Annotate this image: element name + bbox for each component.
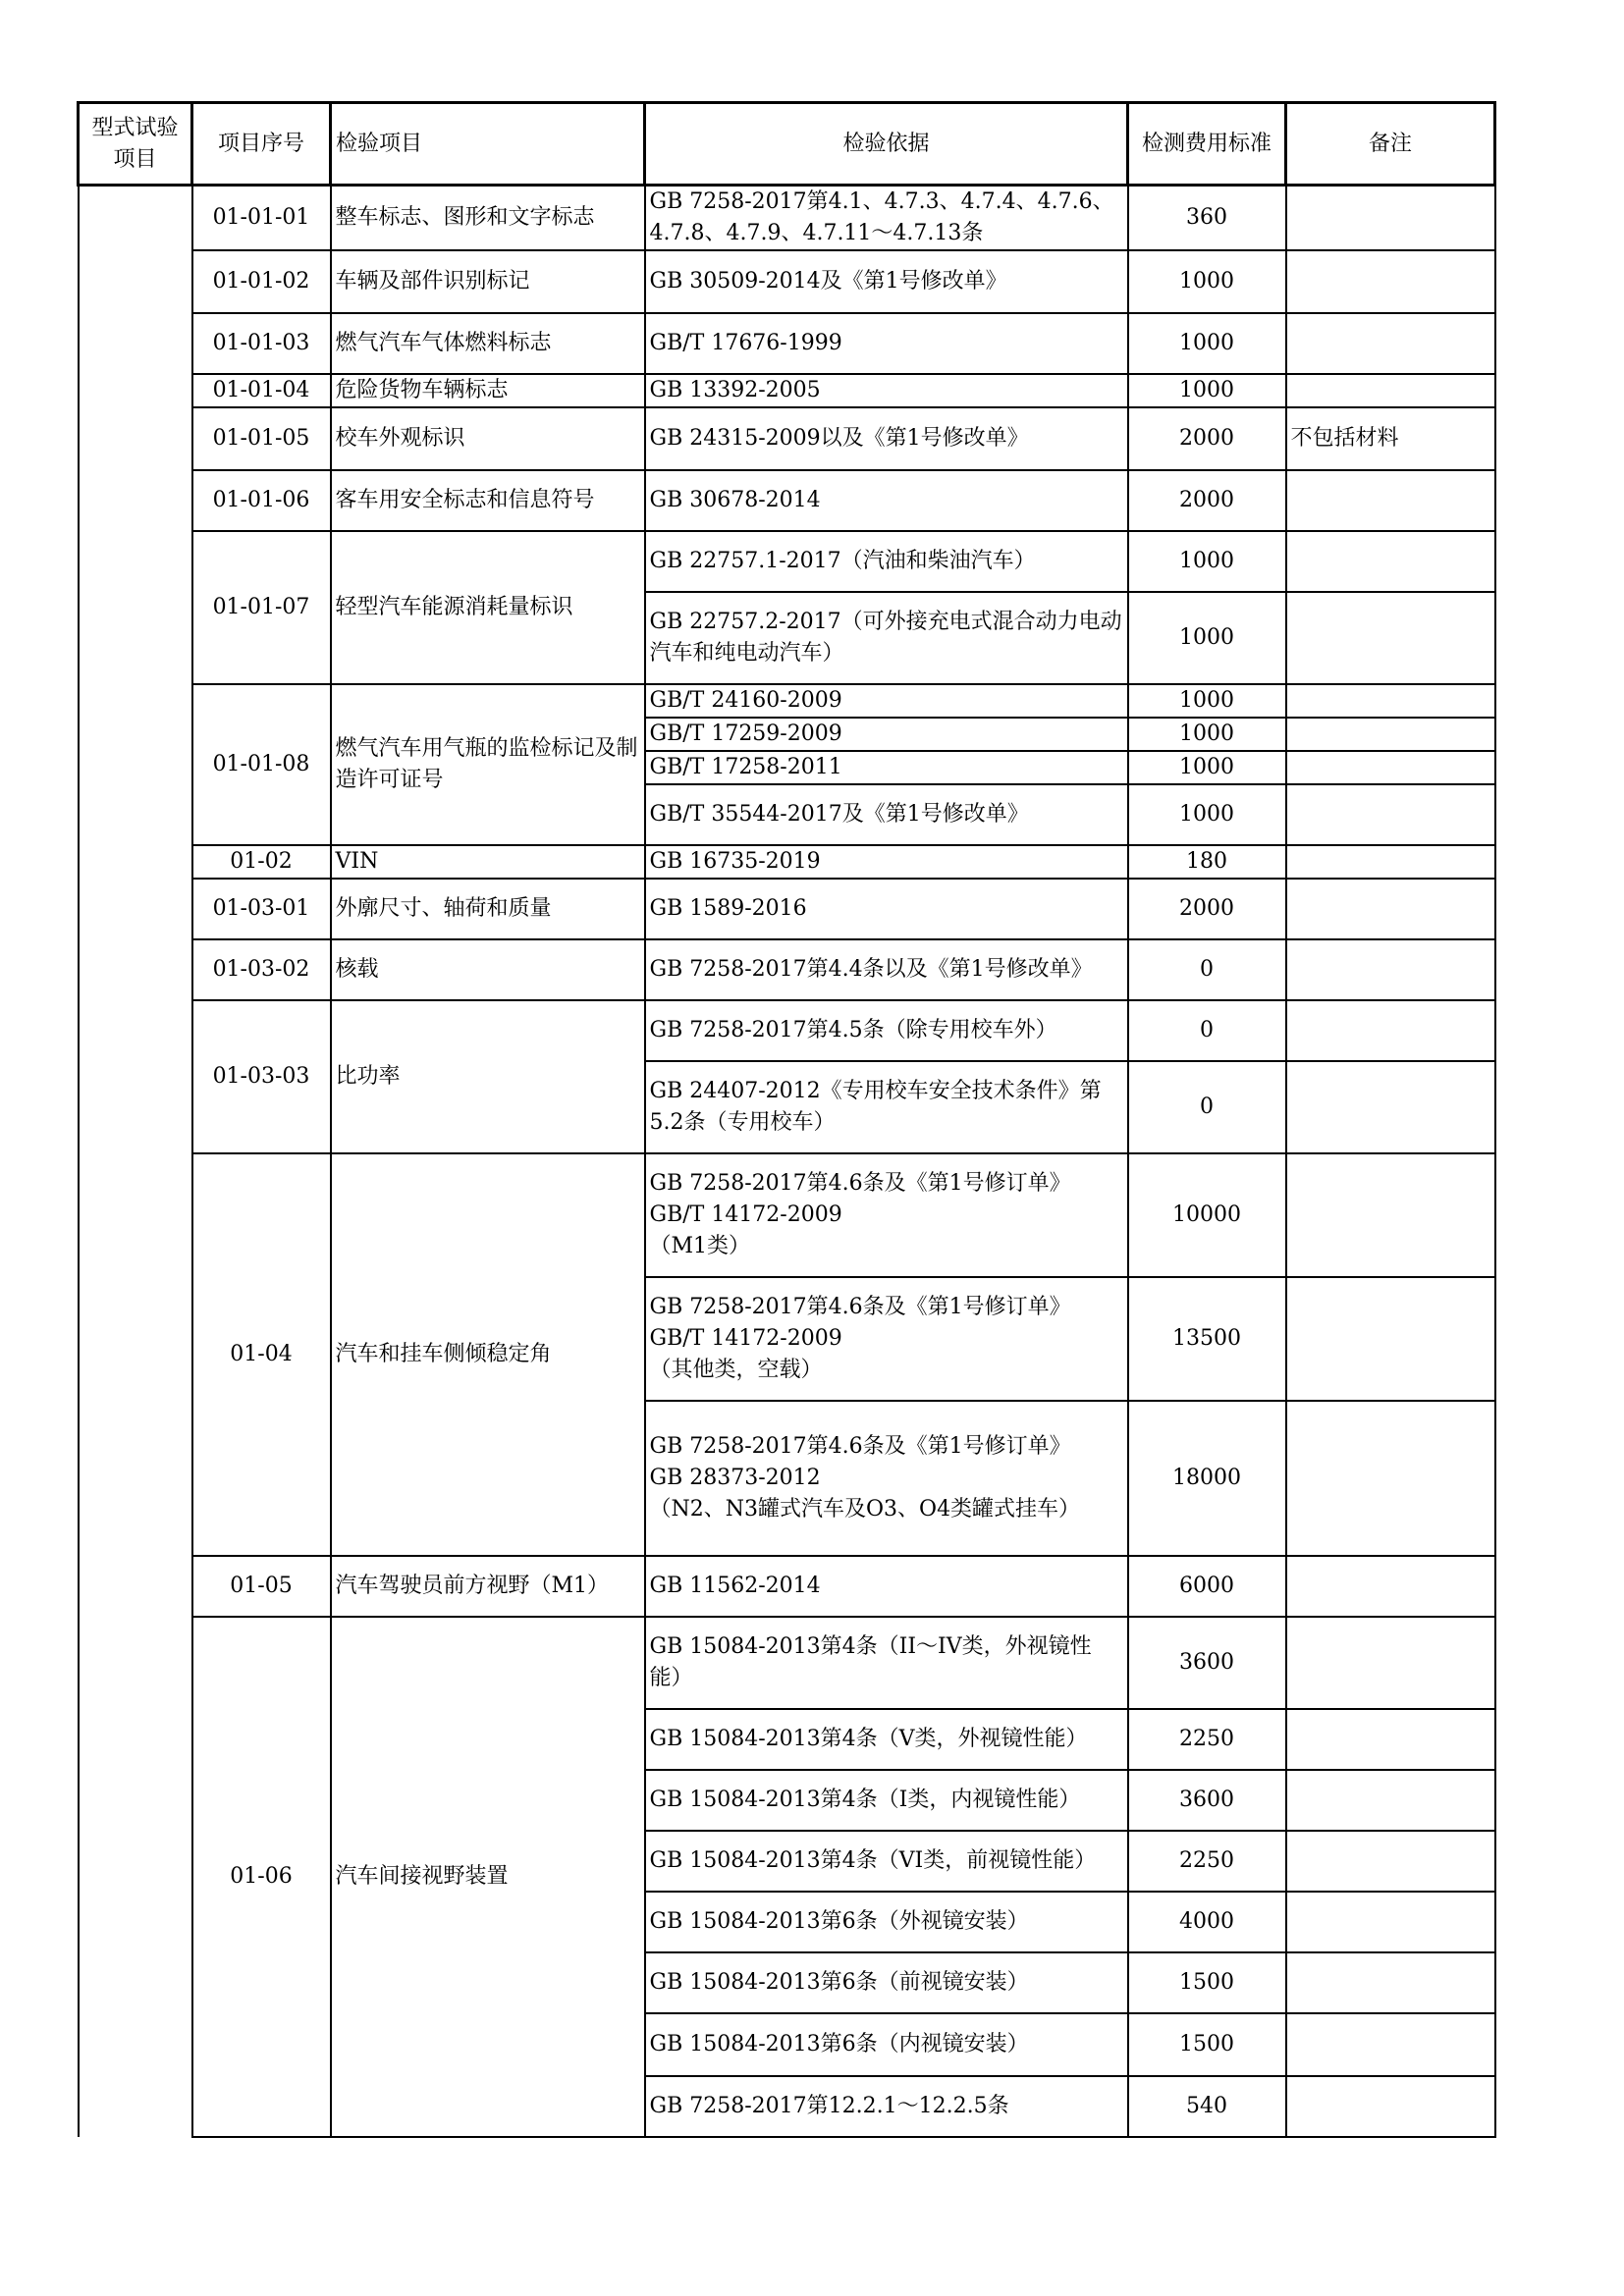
fee-cell: 1000 [1128, 374, 1286, 407]
seq-cell: 01-01-06 [192, 470, 331, 531]
note-cell [1286, 1709, 1495, 1770]
fee-cell: 1000 [1128, 592, 1286, 684]
header-seq: 项目序号 [192, 103, 331, 186]
item-cell: 外廓尺寸、轴荷和质量 [331, 879, 645, 939]
seq-cell: 01-03-02 [192, 939, 331, 1000]
note-cell [1286, 186, 1495, 251]
basis-cell: GB/T 17259-2009 [645, 718, 1128, 751]
item-cell: 燃气汽车用气瓶的监检标记及制造许可证号 [331, 684, 645, 845]
fee-cell: 6000 [1128, 1556, 1286, 1617]
table-row [79, 313, 1495, 374]
basis-cell: GB 24407-2012《专用校车安全技术条件》第5.2条（专用校车） [645, 1061, 1128, 1153]
note-cell [1286, 1153, 1495, 1277]
basis-cell: GB 22757.1-2017（汽油和柴油汽车） [645, 531, 1128, 592]
fee-cell: 2000 [1128, 407, 1286, 470]
fee-cell: 1000 [1128, 718, 1286, 751]
seq-cell: 01-01-03 [192, 313, 331, 374]
item-cell: 汽车间接视野装置 [331, 1617, 645, 2137]
basis-cell: GB 7258-2017第12.2.1～12.2.5条 [645, 2076, 1128, 2137]
fee-cell: 13500 [1128, 1277, 1286, 1401]
note-cell [1286, 1277, 1495, 1401]
table-row [79, 407, 1495, 470]
note-cell [1286, 1401, 1495, 1556]
note-cell [1286, 939, 1495, 1000]
note-cell [1286, 1892, 1495, 1952]
seq-cell: 01-01-08 [192, 684, 331, 845]
item-cell: 核载 [331, 939, 645, 1000]
table-row [79, 186, 1495, 251]
basis-cell: GB 15084-2013第6条（内视镜安装） [645, 2013, 1128, 2076]
table-row [79, 1000, 1495, 1061]
item-cell: 整车标志、图形和文字标志 [331, 186, 645, 251]
fee-cell: 1000 [1128, 313, 1286, 374]
type-cell [79, 186, 192, 2138]
note-cell [1286, 1000, 1495, 1061]
seq-cell: 01-04 [192, 1153, 331, 1556]
fee-cell: 3600 [1128, 1770, 1286, 1831]
table-row [79, 1556, 1495, 1617]
fee-cell: 1500 [1128, 1952, 1286, 2013]
note-cell [1286, 2076, 1495, 2137]
note-cell [1286, 1952, 1495, 2013]
fee-cell: 10000 [1128, 1153, 1286, 1277]
basis-cell: GB 15084-2013第4条（II～IV类，外视镜性能） [645, 1617, 1128, 1709]
item-cell: 客车用安全标志和信息符号 [331, 470, 645, 531]
table-row [79, 250, 1495, 313]
table-row [79, 531, 1495, 592]
note-cell [1286, 531, 1495, 592]
basis-cell: GB 15084-2013第4条（Ⅰ类，内视镜性能） [645, 1770, 1128, 1831]
basis-cell: GB 1589-2016 [645, 879, 1128, 939]
seq-cell: 01-02 [192, 845, 331, 879]
fee-cell: 2250 [1128, 1831, 1286, 1892]
fee-cell: 1000 [1128, 784, 1286, 845]
seq-cell: 01-03-01 [192, 879, 331, 939]
item-cell: 轻型汽车能源消耗量标识 [331, 531, 645, 684]
fee-cell: 1000 [1128, 751, 1286, 784]
basis-cell: GB 15084-2013第4条（VI类，前视镜性能） [645, 1831, 1128, 1892]
fee-cell: 2000 [1128, 879, 1286, 939]
seq-cell: 01-01-02 [192, 250, 331, 313]
note-cell [1286, 1831, 1495, 1892]
fee-cell: 180 [1128, 845, 1286, 879]
table-row [79, 879, 1495, 939]
note-cell [1286, 879, 1495, 939]
basis-cell: GB 22757.2-2017（可外接充电式混合动力电动汽车和纯电动汽车） [645, 592, 1128, 684]
basis-cell: GB 30509-2014及《第1号修改单》 [645, 250, 1128, 313]
note-cell [1286, 470, 1495, 531]
basis-cell: GB 7258-2017第4.6条及《第1号修订单》 GB/T 14172-2009 （其他类，空载） [645, 1277, 1128, 1401]
basis-cell: GB 7258-2017第4.6条及《第1号修订单》 GB 28373-2012 （N2、N3罐式汽车及O3、O4类罐式挂车） [645, 1401, 1128, 1556]
fee-cell: 1000 [1128, 684, 1286, 718]
note-cell [1286, 592, 1495, 684]
basis-cell: GB 11562-2014 [645, 1556, 1128, 1617]
note-cell [1286, 751, 1495, 784]
header-item: 检验项目 [331, 103, 645, 186]
note-cell [1286, 1770, 1495, 1831]
table-header-row [79, 103, 1495, 186]
note-cell [1286, 2013, 1495, 2076]
table-row [79, 684, 1495, 718]
note-cell [1286, 374, 1495, 407]
item-cell: 汽车和挂车侧倾稳定角 [331, 1153, 645, 1556]
header-type: 型式试验 项目 [79, 103, 192, 186]
table-row [79, 939, 1495, 1000]
basis-cell: GB 13392-2005 [645, 374, 1128, 407]
seq-cell: 01-01-07 [192, 531, 331, 684]
basis-cell: GB/T 17676-1999 [645, 313, 1128, 374]
table-row [79, 374, 1495, 407]
fee-cell: 18000 [1128, 1401, 1286, 1556]
item-cell: VIN [331, 845, 645, 879]
fee-cell: 1500 [1128, 2013, 1286, 2076]
item-cell: 危险货物车辆标志 [331, 374, 645, 407]
basis-cell: GB/T 35544-2017及《第1号修改单》 [645, 784, 1128, 845]
note-cell [1286, 313, 1495, 374]
item-cell: 燃气汽车气体燃料标志 [331, 313, 645, 374]
note-cell [1286, 1061, 1495, 1153]
fee-cell: 360 [1128, 186, 1286, 251]
seq-cell: 01-01-04 [192, 374, 331, 407]
basis-cell: GB 15084-2013第6条（前视镜安装） [645, 1952, 1128, 2013]
basis-cell: GB 30678-2014 [645, 470, 1128, 531]
note-cell [1286, 718, 1495, 751]
seq-cell: 01-06 [192, 1617, 331, 2137]
item-cell: 比功率 [331, 1000, 645, 1153]
basis-cell: GB 7258-2017第4.1、4.7.3、4.7.4、4.7.6、4.7.8、4.7.9、4.7.11～4.7.13条 [645, 186, 1128, 251]
table-row [79, 1617, 1495, 1709]
seq-cell: 01-01-01 [192, 186, 331, 251]
seq-cell: 01-03-03 [192, 1000, 331, 1153]
note-cell [1286, 684, 1495, 718]
fee-cell: 3600 [1128, 1617, 1286, 1709]
note-cell [1286, 1617, 1495, 1709]
basis-cell: GB 15084-2013第4条（Ⅴ类，外视镜性能） [645, 1709, 1128, 1770]
note-cell [1286, 1556, 1495, 1617]
fee-cell: 540 [1128, 2076, 1286, 2137]
seq-cell: 01-05 [192, 1556, 331, 1617]
basis-cell: GB 15084-2013第6条（外视镜安装） [645, 1892, 1128, 1952]
fee-cell: 2250 [1128, 1709, 1286, 1770]
note-cell [1286, 250, 1495, 313]
fee-cell: 2000 [1128, 470, 1286, 531]
fee-cell: 0 [1128, 939, 1286, 1000]
table-row [79, 1153, 1495, 1277]
header-basis: 检验依据 [645, 103, 1128, 186]
item-cell: 汽车驾驶员前方视野（M1） [331, 1556, 645, 1617]
header-note: 备注 [1286, 103, 1495, 186]
fee-cell: 1000 [1128, 250, 1286, 313]
note-cell [1286, 784, 1495, 845]
basis-cell: GB/T 17258-2011 [645, 751, 1128, 784]
basis-cell: GB 7258-2017第4.4条以及《第1号修改单》 [645, 939, 1128, 1000]
fee-cell: 4000 [1128, 1892, 1286, 1952]
table-row [79, 845, 1495, 879]
seq-cell: 01-01-05 [192, 407, 331, 470]
basis-cell: GB 16735-2019 [645, 845, 1128, 879]
fee-table [77, 101, 1496, 2138]
fee-cell: 0 [1128, 1000, 1286, 1061]
basis-cell: GB/T 24160-2009 [645, 684, 1128, 718]
basis-cell: GB 7258-2017第4.6条及《第1号修订单》 GB/T 14172-2009 （M1类） [645, 1153, 1128, 1277]
fee-cell: 1000 [1128, 531, 1286, 592]
note-cell: 不包括材料 [1286, 407, 1495, 470]
header-fee: 检测费用标准 [1128, 103, 1286, 186]
note-cell [1286, 845, 1495, 879]
fee-cell: 0 [1128, 1061, 1286, 1153]
item-cell: 车辆及部件识别标记 [331, 250, 645, 313]
basis-cell: GB 24315-2009以及《第1号修改单》 [645, 407, 1128, 470]
item-cell: 校车外观标识 [331, 407, 645, 470]
table-row [79, 470, 1495, 531]
basis-cell: GB 7258-2017第4.5条（除专用校车外） [645, 1000, 1128, 1061]
